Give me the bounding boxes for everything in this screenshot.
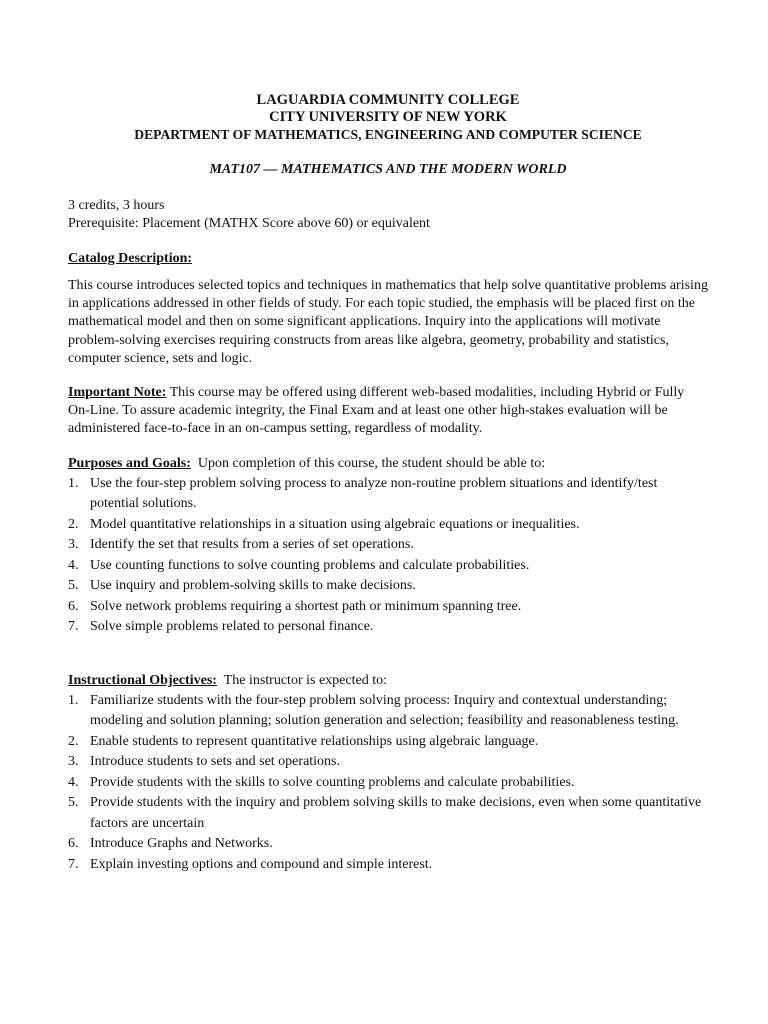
list-item-number: 7.	[68, 856, 79, 872]
list-item-text: Use inquiry and problem-solving skills to make decisions.	[90, 578, 416, 594]
important-note	[68, 384, 708, 439]
list-item-number: 3.	[68, 754, 79, 770]
list-item-number: 3.	[68, 537, 79, 553]
catalog-description: This course introduces selected topics and techniques in mathematics that help solve quantitative problems arising in applications addressed in other fields of study. For each topic studied, the emphasis will be placed first on the mathematical model and then on some significant applications. Inquiry into the applications will motivate problem-solving exercises requiring constructs from areas like algebra, geometry, probability and statistics, computer science, sets and logic.	[68, 278, 708, 366]
list-item	[68, 732, 708, 753]
course-title: MAT107 — MATHEMATICS AND THE MODERN WORLD	[209, 162, 567, 177]
list-item	[68, 597, 708, 618]
list-item-number: 5.	[68, 578, 79, 594]
list-item-text: Familiarize students with the four-step problem solving process: Inquiry and contextual understanding; modeling and solution planning; solution generation and selection; feasibility and reasonableness testing.	[90, 692, 679, 729]
list-item-text: Enable students to represent quantitative relationships using algebraic language.	[90, 733, 539, 749]
list-item-text: Identify the set that results from a series of set operations.	[90, 537, 414, 553]
document-page	[68, 92, 708, 875]
list-item	[68, 691, 708, 732]
list-item-number: 1.	[68, 475, 79, 491]
university-name: CITY UNIVERSITY OF NEW YORK	[269, 109, 507, 125]
list-item-text: Use the four-step problem solving process to analyze non-routine problem situations and identify/test potential solutions.	[90, 475, 658, 512]
department-name: DEPARTMENT OF MATHEMATICS, ENGINEERING AND COMPUTER SCIENCE	[134, 127, 642, 142]
goals-intro: Upon completion of this course, the student should be able to:	[190, 455, 546, 471]
list-item	[68, 474, 708, 515]
list-item-number: 4.	[68, 557, 79, 573]
prerequisite-line: Prerequisite: Placement (MATHX Score above 60) or equivalent	[68, 216, 430, 231]
list-item-text: Explain investing options and compound and simple interest.	[90, 856, 433, 872]
goals-list	[68, 474, 708, 638]
important-note-heading: Important Note:	[68, 385, 167, 401]
list-item	[68, 617, 708, 638]
objectives-heading-line	[68, 672, 708, 690]
list-item-text: Provide students with the skills to solve counting problems and calculate probabilities.	[90, 774, 575, 790]
list-item-text: Provide students with the inquiry and problem solving skills to make decisions, even when some quantitative factors are uncertain	[90, 795, 702, 831]
list-item-text: Introduce Graphs and Networks.	[90, 836, 273, 852]
list-item-number: 4.	[68, 774, 79, 790]
objectives-heading: Instructional Objectives:	[68, 672, 217, 688]
catalog-heading: Catalog Description:	[68, 251, 193, 266]
list-item	[68, 752, 708, 773]
college-name: LAGUARDIA COMMUNITY COLLEGE	[256, 92, 520, 108]
list-item-number: 2.	[68, 516, 79, 532]
list-item-number: 2.	[68, 733, 79, 749]
important-note-text: This course may be offered using different web-based modalities, including Hybrid or Fully On-Line. To assure academic integrity, the Final Exam and at least one other high-stakes evaluation will be administered face-to-face in an on-campus setting, regardless of modality.	[68, 385, 685, 437]
list-item-number: 5.	[68, 795, 79, 811]
list-item	[68, 535, 708, 556]
list-item-number: 6.	[68, 598, 79, 614]
list-item-text: Model quantitative relationships in a situation using algebraic equations or inequalities.	[90, 516, 580, 532]
objectives-list	[68, 691, 708, 876]
list-item-text: Solve network problems requiring a shortest path or minimum spanning tree.	[90, 598, 522, 614]
goals-heading: Purposes and Goals:	[68, 455, 191, 471]
credits-line: 3 credits, 3 hours	[68, 198, 165, 213]
list-item	[68, 773, 708, 794]
list-item	[68, 556, 708, 577]
list-item	[68, 834, 708, 855]
list-item	[68, 855, 708, 876]
list-item-text: Introduce students to sets and set operations.	[90, 754, 341, 770]
list-item-number: 1.	[68, 692, 79, 708]
catalog-heading-line	[68, 250, 708, 268]
course-meta	[68, 197, 708, 233]
list-item	[68, 515, 708, 536]
document-header	[68, 92, 708, 179]
goals-heading-line	[68, 455, 708, 473]
list-item	[68, 576, 708, 597]
list-item-number: 7.	[68, 619, 79, 635]
list-item-number: 6.	[68, 836, 79, 852]
objectives-intro: The instructor is expected to:	[216, 672, 387, 688]
list-item-text: Solve simple problems related to personal finance.	[90, 619, 374, 635]
list-item	[68, 793, 708, 834]
list-item-text: Use counting functions to solve counting problems and calculate probabilities.	[90, 557, 530, 573]
